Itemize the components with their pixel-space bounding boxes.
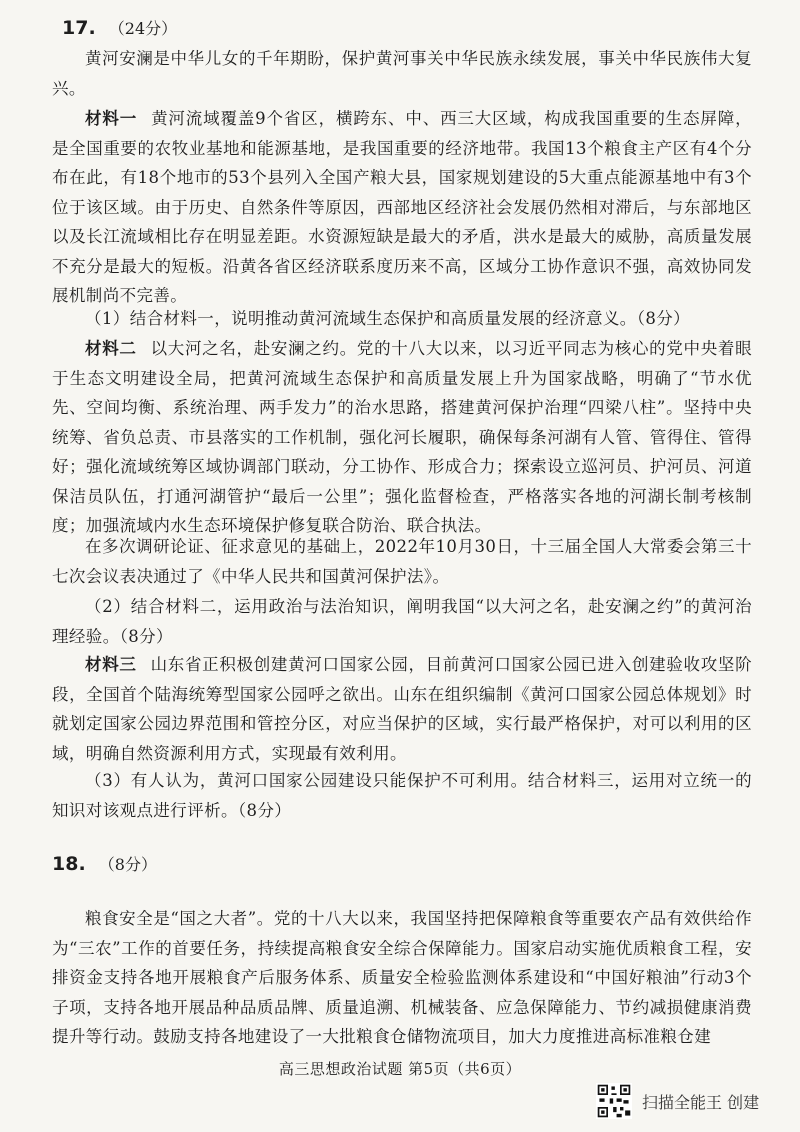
question-17-2: （2）结合材料二，运用政治与法治知识，阐明我国“以大河之名，赴安澜之约”的黄河治理经验。（8分） [52, 597, 752, 646]
question-17-number: 17. [62, 17, 96, 39]
question-17-score: （24分） [108, 19, 178, 38]
material-2-text: 以大河之名，赴安澜之约。党的十八大以来，以习近平同志为核心的党中央着眼于生态文明建设全局，把黄河流域生态保护和高质量发展上升为国家战略，明确了“节水优先、空间均衡、系统治理、两手发力”的治水思路，搭建黄河保护治理“四梁八柱”。坚持中央统筹、省负总责、市县落实的工作机制，强化河长履职，确保每条河湖有人管、管得住、管得好；强化流域统筹区域协调部门联动，分工协作、形成合力；探索设立巡河员、护河员、河道保洁员队伍，打通河湖管护“最后一公里”；强化监督检查，严格落实各地的河湖长制考核制度；加强流域内水生态环境保护修复联合防治、联合执法。 [52, 339, 752, 535]
qr-code-icon [596, 1083, 632, 1119]
material-3-text: 山东省正积极创建黄河口国家公园，目前黄河口国家公园已进入创建验收攻坚阶段，全国首个陆海统筹型国家公园呼之欲出。山东在组织编制《黄河口国家公园总体规划》时就划定国家公园边界范围和管控分区，对应当保护的区域，实行最严格保护，对可以利用的区域，明确自然资源利用方式，实现最有效利用。 [52, 655, 752, 763]
scanner-label: 扫描全能王 创建 [642, 1092, 760, 1112]
material-3 [52, 650, 752, 768]
question-18-header [52, 852, 157, 875]
question-17-3: （3）有人认为，黄河口国家公园建设只能保护不可利用。结合材料三，运用对立统一的知识对该观点进行评析。（8分） [52, 771, 752, 820]
scanner-watermark [596, 1083, 759, 1119]
question-17-intro: 黄河安澜是中华儿女的千年期盼，保护黄河事关中华民族永续发展，事关中华民族伟大复兴。 [52, 49, 752, 98]
question-18-text: 粮食安全是“国之大者”。党的十八大以来，我国坚持把保障粮食等重要农产品有效供给作为“三农”工作的首要任务，持续提高粮食安全综合保障能力。国家启动实施优质粮食工程，安排资金支持各地开展粮食产后服务体系、质量安全检验监测体系建设和“中国好粮油”行动3个子项，支持各地开展品种品质品牌、质量追溯、机械装备、应急保障能力、节约减损健康消费提升等行动。鼓励支持各地建设了一大批粮食仓储物流项目，加大力度推进高标准粮仓建 [52, 909, 752, 1046]
question-18-score: （8分） [98, 855, 157, 874]
material-2-label: 材料二 [85, 339, 137, 358]
material-1-label: 材料一 [85, 109, 138, 128]
question-17-1: （1）结合材料一，说明推动黄河流域生态保护和高质量发展的经济意义。（8分） [85, 309, 691, 328]
material-2 [52, 334, 752, 541]
material-2-law: 在多次调研论证、征求意见的基础上，2022年10月30日，十三届全国人大常委会第三十七次会议表决通过了《中华人民共和国黄河保护法》。 [52, 537, 752, 586]
page-footer: 高三思想政治试题 第5页（共6页） [278, 1060, 522, 1078]
question-18-number: 18. [52, 853, 86, 875]
material-1 [52, 104, 752, 311]
question-17-header [62, 16, 177, 39]
material-3-label: 材料三 [85, 655, 137, 674]
material-1-text: 黄河流域覆盖9个省区，横跨东、中、西三大区域，构成我国重要的生态屏障，是全国重要的农牧业基地和能源基地，是我国重要的经济地带。我国13个粮食主产区有4个分布在此，有18个地市的53个县列入全国产粮大县，国家规划建设的5大重点能源基地中有3个位于该区域。由于历史、自然条件等原因，西部地区经济社会发展仍然相对滞后，与东部地区以及长江流域相比存在明显差距。水资源短缺是最大的矛盾，洪水是最大的威胁，高质量发展不充分是最大的短板。沿黄各省区经济联系度历来不高，区域分工协作意识不强，高效协同发展机制尚不完善。 [52, 109, 752, 305]
